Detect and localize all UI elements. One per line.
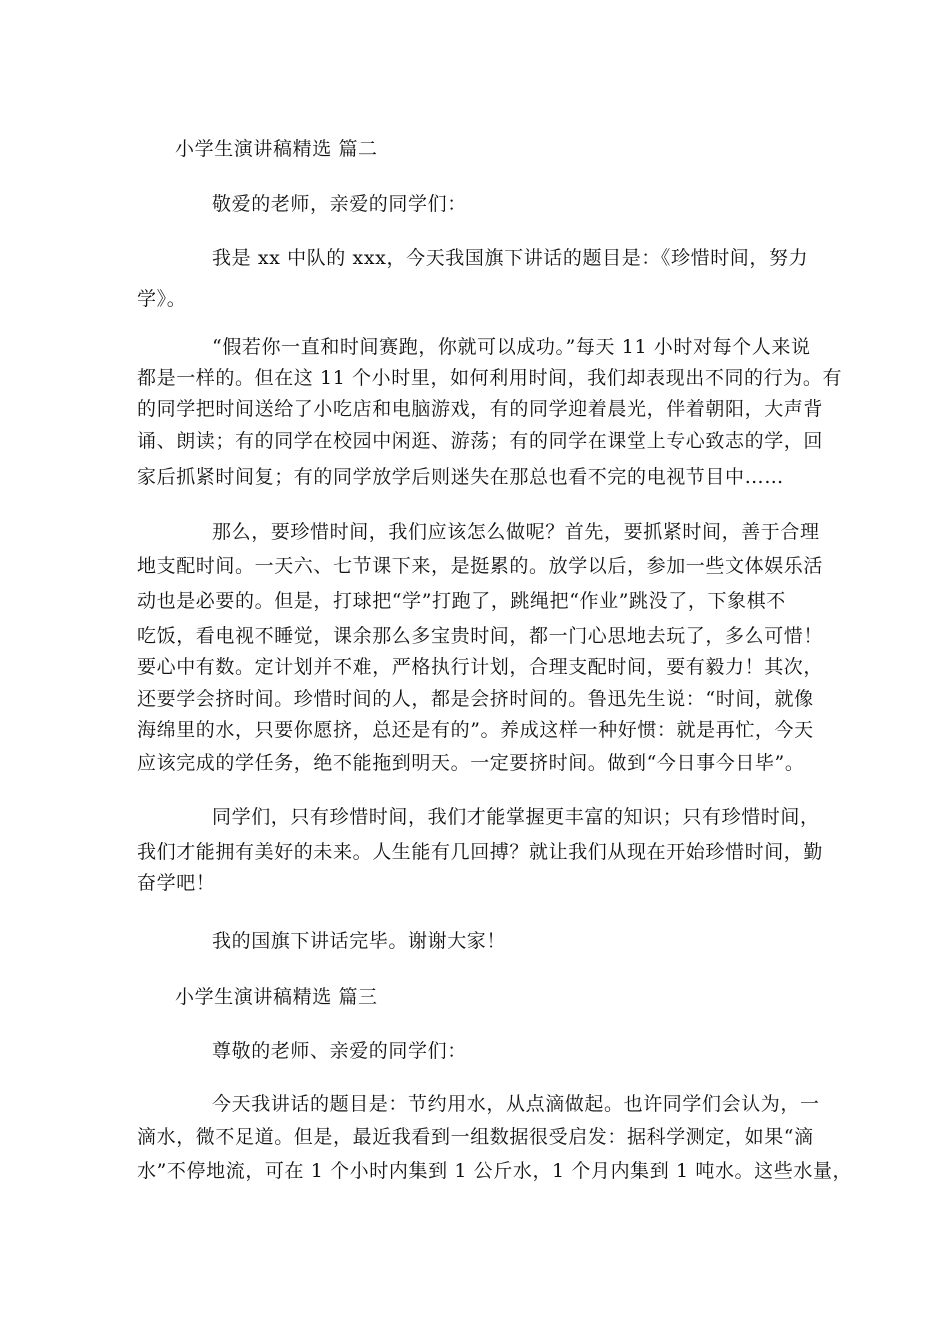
paragraph-line: 还要学会挤时间。珍惜时间的人，都是会挤时间的。鲁迅先生说：“时间，就像 [137, 688, 814, 710]
paragraph-line: 我们才能拥有美好的未来。人生能有几回搏？就让我们从现在开始珍惜时间，勤 [137, 841, 824, 863]
paragraph-line: 诵、朗读；有的同学在校园中闲逛、游荡；有的同学在课堂上专心致志的学，回 [137, 430, 824, 452]
paragraph-line: “假若你一直和时间赛跑，你就可以成功。”每天 11 小时对每个人来说 [212, 336, 811, 358]
paragraph-line: 的同学把时间送给了小吃店和电脑游戏，有的同学迎着晨光，伴着朝阳，大声背 [137, 398, 824, 420]
paragraph-line: 学》。 [137, 288, 187, 310]
paragraph-line: 我是 xx 中队的 xxx，今天我国旗下讲话的题目是：《珍惜时间，努力 [212, 247, 809, 269]
paragraph-line: 海绵里的水，只要你愿挤，总还是有的”。养成这样一种好惯：就是再忙，今天 [137, 719, 814, 741]
paragraph-line: 滴水，微不足道。但是，最近我看到一组数据很受启发：据科学测定，如果“滴 [137, 1126, 814, 1148]
paragraph-line: 地支配时间。一天六、七节课下来，是挺累的。放学以后，参加一些文体娱乐活 [137, 555, 824, 577]
section-heading: 小学生演讲稿精选 篇二 [175, 138, 378, 160]
paragraph-line: 动也是必要的。但是，打球把“学”打跑了，跳绳把“作业”跳没了，下象棋不 [137, 590, 786, 612]
salutation: 尊敬的老师、亲爱的同学们： [212, 1040, 467, 1062]
section-heading: 小学生演讲稿精选 篇三 [175, 986, 378, 1008]
paragraph-line: 吃饭，看电视不睡觉，课余那么多宝贵时间，都一门心思地去玩了，多么可惜！ [137, 625, 824, 647]
paragraph-line: 要心中有数。定计划并不难，严格执行计划，合理支配时间，要有毅力！其次， [137, 656, 824, 678]
paragraph-line: 应该完成的学任务，绝不能拖到明天。一定要挤时间。做到“今日事今日毕”。 [137, 752, 805, 774]
paragraph-line: 那么，要珍惜时间，我们应该怎么做呢？首先，要抓紧时间，善于合理 [212, 521, 820, 543]
paragraph-line: 奋学吧！ [137, 872, 216, 894]
paragraph-line: 今天我讲话的题目是：节约用水，从点滴做起。也许同学们会认为，一 [212, 1093, 820, 1115]
paragraph-line: 同学们，只有珍惜时间，我们才能掌握更丰富的知识；只有珍惜时间， [212, 806, 820, 828]
paragraph-line: 都是一样的。但在这 11 个小时里，如何利用时间，我们却表现出不同的行为。有 [137, 367, 843, 389]
closing-line: 我的国旗下讲话完毕。谢谢大家！ [212, 930, 507, 952]
paragraph-line: 水”不停地流，可在 1 个小时内集到 1 公斤水，1 个月内集到 1 吨水。这些水量， [137, 1160, 853, 1182]
paragraph-line: 家后抓紧时间复；有的同学放学后则迷失在那总也看不完的电视节目中…… [137, 466, 784, 488]
salutation: 敬爱的老师，亲爱的同学们： [212, 193, 467, 215]
